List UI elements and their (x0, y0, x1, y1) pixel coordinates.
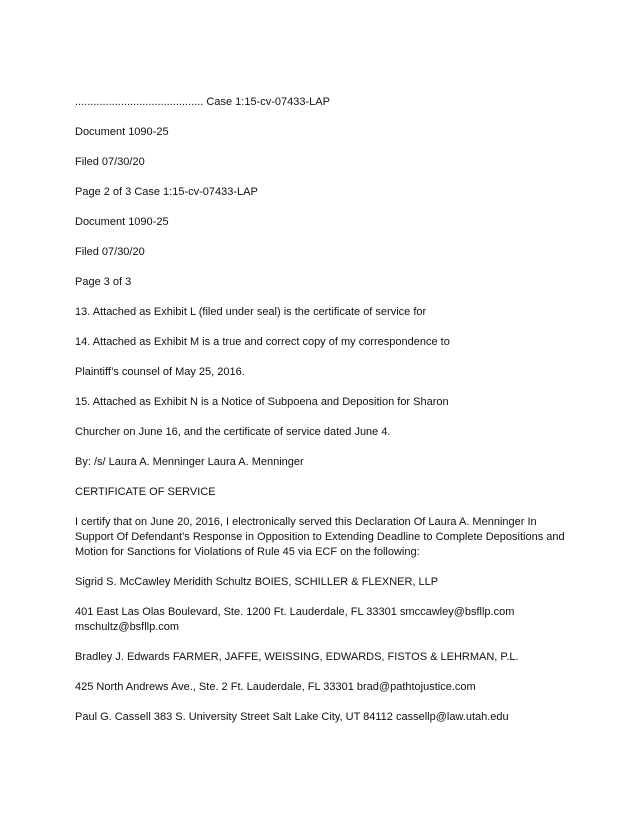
certificate-heading: CERTIFICATE OF SERVICE (75, 486, 216, 498)
service-recipient-1: Sigrid S. McCawley Meridith Schultz BOIES, SCHILLER & FLEXNER, LLP (75, 576, 439, 588)
document-body (75, 95, 575, 740)
service-recipient-2: Bradley J. Edwards FARMER, JAFFE, WEISSING, EDWARDS, FISTOS & LEHRMAN, P.L. (75, 651, 519, 663)
case-header-line: .......................................... Case 1:15-cv-07433-LAP (75, 96, 330, 108)
document-number-line: Document 1090-25 (75, 126, 169, 138)
page-number-line: Page 3 of 3 (75, 276, 132, 288)
paragraph-14: 14. Attached as Exhibit M is a true and correct copy of my correspondence to (75, 336, 450, 348)
signature-line: By: /s/ Laura A. Menninger Laura A. Menninger (75, 456, 304, 468)
paragraph-15: 15. Attached as Exhibit N is a Notice of Subpoena and Deposition for Sharon (75, 396, 449, 408)
service-recipient-3: Paul G. Cassell 383 S. University Street Salt Lake City, UT 84112 cassellp@law.utah.edu (75, 711, 509, 723)
certificate-statement: I certify that on June 20, 2016, I electronically served this Declaration Of Laura A. Menninger In Support Of Defendant’s Response in Opposition to Extending Deadline to Complete Depositions and Motion for Sanctions for Violations of Rule 45 via ECF on the following: (75, 516, 565, 558)
document-number-line-2: Document 1090-25 (75, 216, 169, 228)
filed-date-line-2: Filed 07/30/20 (75, 246, 145, 258)
paragraph-15-continued: Churcher on June 16, and the certificate of service dated June 4. (75, 426, 391, 438)
paragraph-13: 13. Attached as Exhibit L (filed under seal) is the certificate of service for (75, 306, 427, 318)
service-address-2: 425 North Andrews Ave., Ste. 2 Ft. Lauderdale, FL 33301 brad@pathtojustice.com (75, 681, 476, 693)
paragraph-14-continued: Plaintiff’s counsel of May 25, 2016. (75, 366, 245, 378)
page-case-line: Page 2 of 3 Case 1:15-cv-07433-LAP (75, 186, 258, 198)
filed-date-line: Filed 07/30/20 (75, 156, 145, 168)
service-address-1: 401 East Las Olas Boulevard, Ste. 1200 Ft. Lauderdale, FL 33301 smccawley@bsfllp.com mschultz@bsfllp.com (75, 606, 515, 633)
